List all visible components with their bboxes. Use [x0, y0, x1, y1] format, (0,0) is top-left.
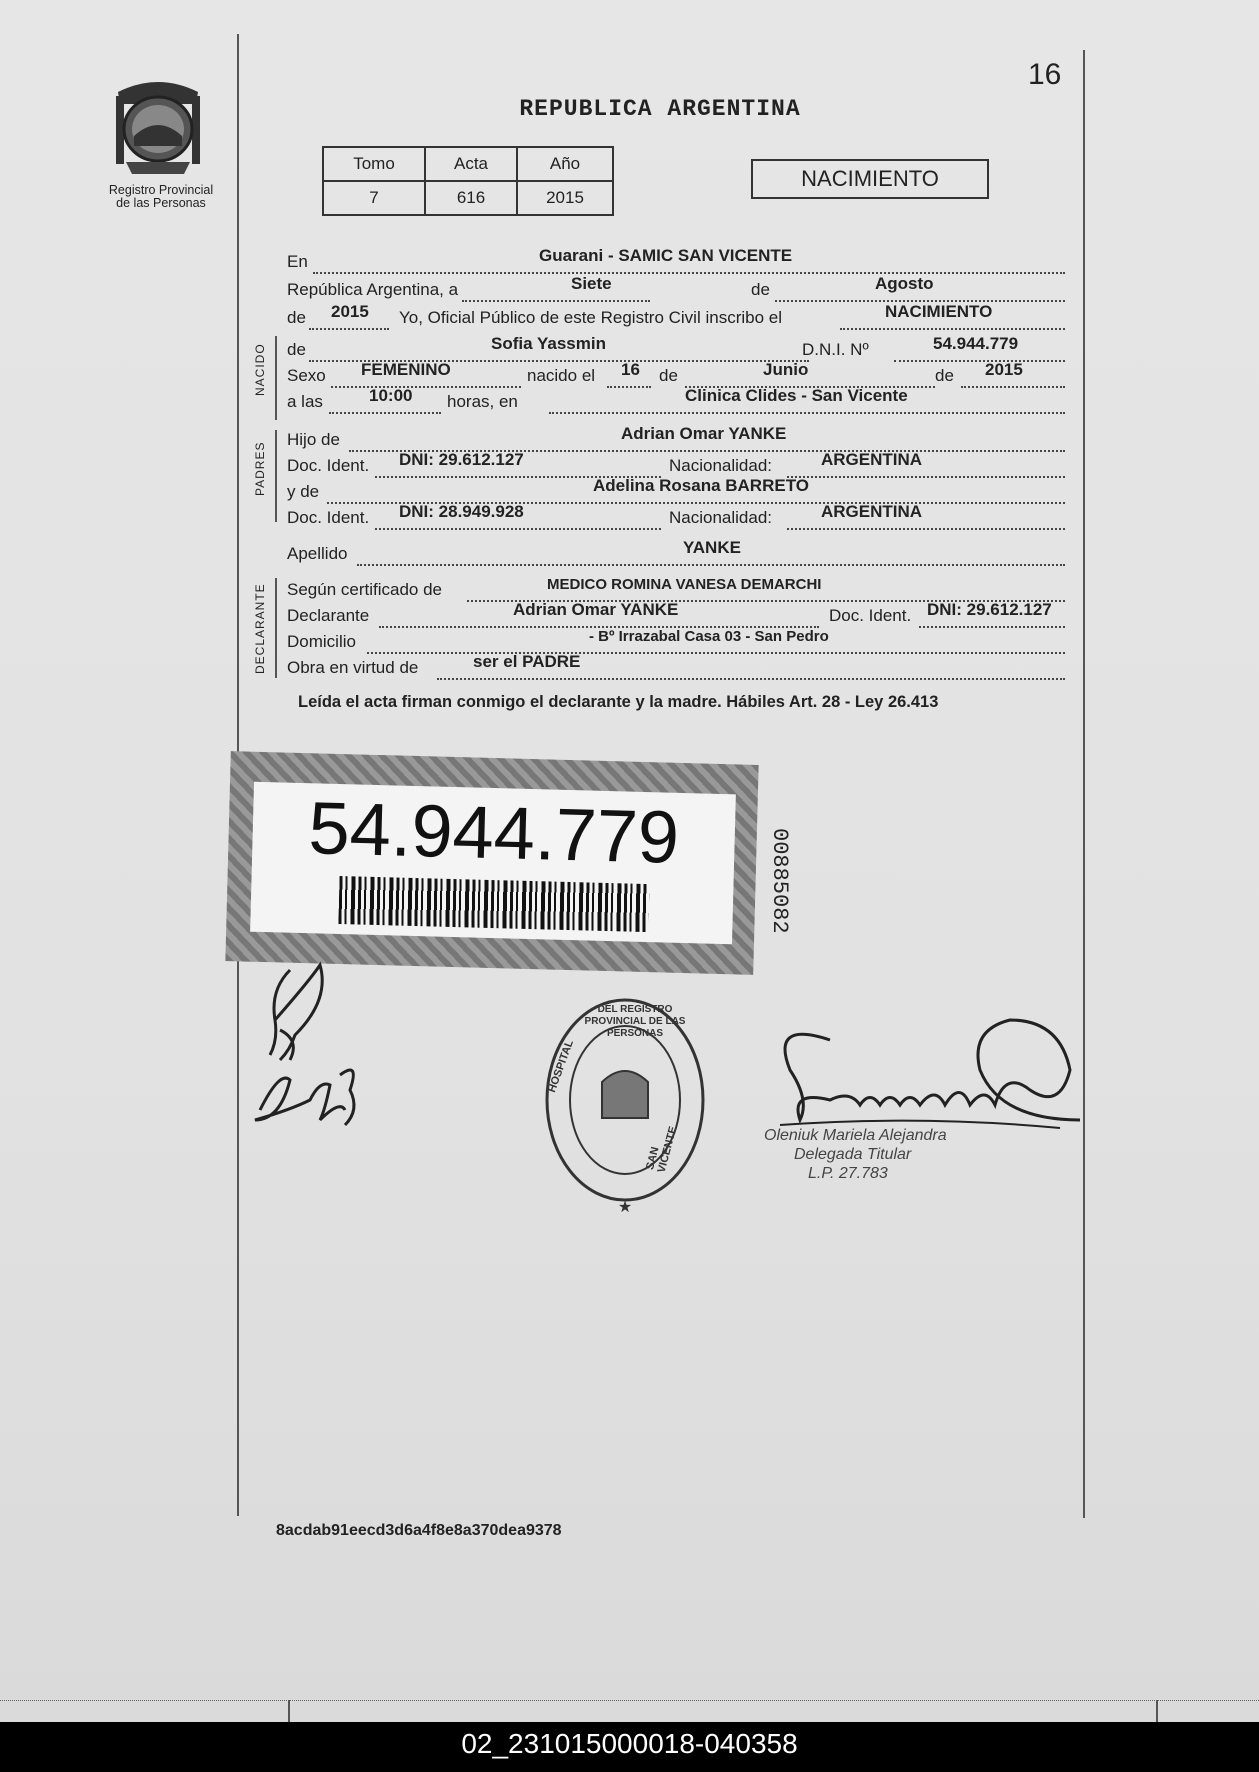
right-margin-line: [1083, 50, 1085, 1518]
certificate-value: MEDICO ROMINA VANESA DEMARCHI: [547, 576, 822, 593]
official-stamp: [540, 990, 710, 1220]
father-nationality-value: ARGENTINA: [821, 450, 923, 469]
value-tomo: 7: [323, 181, 425, 215]
official-role: Delegada Titular: [794, 1146, 912, 1163]
side-label-declarante: DECLARANTE: [253, 583, 267, 674]
row-capacity: Obra en virtud de ser el PADRE: [287, 658, 1065, 684]
place-value: Guarani - SAMIC SAN VICENTE: [539, 246, 793, 265]
footer-id: 02_231015000018-040358: [461, 1728, 798, 1759]
declarant-name-value: Adrian Omar YANKE: [513, 600, 679, 619]
capacity-value: ser el PADRE: [473, 652, 581, 671]
mother-name-value: Adelina Rosana BARRETO: [593, 476, 810, 495]
father-name-value: Adrian Omar YANKE: [621, 424, 787, 443]
father-dni-value: DNI: 29.612.127: [399, 450, 524, 469]
header-acta: Acta: [425, 147, 517, 181]
row-date: República Argentina, a Siete de Agosto: [287, 280, 1065, 306]
day-value: Siete: [571, 274, 612, 293]
province-seal-logo: [108, 74, 208, 179]
side-label-nacido: NACIDO: [253, 343, 267, 396]
month-value: Agosto: [875, 274, 934, 293]
row-mother-doc: Doc. Ident. DNI: 28.949.928 Nacionalidad: ARGENTINA: [287, 508, 1065, 534]
official-signature-block: [764, 1126, 947, 1183]
inscribo-value: NACIMIENTO: [885, 302, 993, 321]
stamp-left-text: HOSPITAL: [546, 1038, 577, 1095]
document-hash: 8acdab91eecd3d6a4f8e8a370dea9378: [276, 1522, 562, 1539]
sticker-number: 54.944.779: [307, 786, 681, 879]
stamp-ring-text: DEL REGISTRO PROVINCIAL DE LAS PERSONAS: [584, 1004, 686, 1039]
signature-left: [250, 960, 380, 1140]
row-place: En Guarani - SAMIC SAN VICENTE: [287, 252, 1065, 278]
row-father: Hijo de Adrian Omar YANKE: [287, 430, 1065, 456]
birth-place-value: Clinica Clides - San Vicente: [685, 386, 908, 405]
row-address: Domicilio - Bº Irrazabal Casa 03 - San Pedro: [287, 632, 1065, 658]
address-value: - Bº Irrazabal Casa 03 - San Pedro: [589, 628, 829, 645]
declarant-dni-value: DNI: 29.612.127: [927, 600, 1052, 619]
header-tomo: Tomo: [323, 147, 425, 181]
hour-value: 10:00: [369, 386, 413, 405]
closing-statement: Leída el acta firman conmigo el declarante y la madre. Hábiles Art. 28 - Ley 26.413: [298, 693, 939, 711]
row-hour-place: a las 10:00 horas, en Clinica Clides - San Vicente: [287, 392, 1065, 418]
svg-text:★: ★: [617, 1197, 633, 1216]
header-ano: Año: [517, 147, 613, 181]
birth-year-value: 2015: [985, 360, 1023, 379]
act-type-box: NACIMIENTO: [751, 159, 989, 199]
side-label-padres: PADRES: [253, 441, 267, 496]
row-declarant: Declarante Adrian Omar YANKE Doc. Ident. DNI: 29.612.127: [287, 606, 1065, 632]
register-table: [322, 146, 614, 216]
document-title: REPUBLICA ARGENTINA: [519, 96, 801, 122]
page-bottom-divider-right: [1156, 1700, 1158, 1722]
mother-nationality-value: ARGENTINA: [821, 502, 923, 521]
birth-month-value: Junio: [763, 360, 809, 379]
row-surname: Apellido YANKE: [287, 544, 1065, 570]
child-dni-value: 54.944.779: [933, 334, 1019, 353]
sticker-serial: 00885082: [767, 828, 792, 934]
year-value: 2015: [331, 302, 369, 321]
barcode: [338, 876, 649, 932]
child-name-value: Sofia Yassmin: [491, 334, 606, 353]
logo-caption: Registro Provincial de las Personas: [108, 183, 214, 210]
row-mother: y de Adelina Rosana BARRETO: [287, 482, 1065, 508]
row-inscription: de 2015 Yo, Oficial Público de este Registro Civil inscribo el NACIMIENTO: [287, 308, 1065, 334]
surname-value: YANKE: [683, 538, 741, 557]
page-bottom-rule: [0, 1700, 1259, 1701]
row-certificate: Según certificado de MEDICO ROMINA VANESA DEMARCHI: [287, 580, 1065, 606]
stamp-right-text: SAN VICENTE: [644, 1125, 680, 1175]
value-acta: 616: [425, 181, 517, 215]
dni-sticker: [225, 751, 758, 975]
page-number: 16: [1028, 58, 1062, 91]
page-bottom-divider: [288, 1700, 290, 1722]
row-child-name: de Sofia Yassmin D.N.I. Nº 54.944.779: [287, 340, 1065, 366]
row-sex-birthdate: Sexo FEMENINO nacido el 16 de Junio de 2015: [287, 366, 1065, 392]
official-name: Oleniuk Mariela Alejandra: [764, 1127, 947, 1144]
value-ano: 2015: [517, 181, 613, 215]
birth-day-value: 16: [621, 360, 640, 379]
mother-dni-value: DNI: 28.949.928: [399, 502, 524, 521]
row-father-doc: Doc. Ident. DNI: 29.612.127 Nacionalidad: ARGENTINA: [287, 456, 1065, 482]
sex-value: FEMENINO: [361, 360, 451, 379]
official-lp: L.P. 27.783: [808, 1165, 888, 1182]
